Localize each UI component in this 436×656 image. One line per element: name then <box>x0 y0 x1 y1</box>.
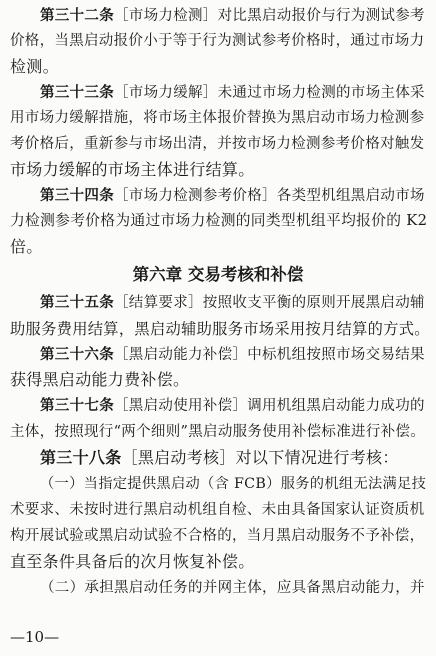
text-span: ［黑启动使用补偿］调用机组黑启动能力成功的 <box>114 398 425 414</box>
text-line: （一）当指定提供黑启动（含 FCB）服务的机组无法满足技 <box>40 476 427 492</box>
article-number: 第三十七条 <box>40 397 114 414</box>
chapter-heading: 第六章 交易考核和补偿 <box>132 265 304 284</box>
text-span: ［市场力检测］对比黑启动报价与行为测试参考 <box>114 8 425 24</box>
article-35-line-1 <box>40 293 425 313</box>
text-span: ［黑启动能力补偿］中标机组按照市场交易结果 <box>114 347 425 363</box>
text-line: 助服务费用结算，黑启动辅助服务市场采用按月结算的方式。 <box>10 320 430 338</box>
text-span: ［结算要求］按照收支平衡的原则开展黑启动辅 <box>114 295 425 311</box>
article-38-line-1 <box>40 448 399 468</box>
text-line: 直至条件具备后的次月恢复补偿。 <box>10 552 255 571</box>
text-line: 价格，当黑启动报价小于等于行为测试参考价格时，通过市场力 <box>10 33 425 49</box>
article-36-line-1 <box>40 345 425 365</box>
text-span: ［市场力缓解］未通过市场力检测的市场主体采 <box>114 85 425 101</box>
article-32-line-1 <box>40 6 425 26</box>
article-number: 第三十六条 <box>40 346 114 363</box>
text-line: 力检测参考价格为通过市场力检测的同类型机组平均报价的 K2 <box>10 212 428 229</box>
page-number: —10— <box>10 628 60 646</box>
text-line: 用市场力缓解措施，将市场主体报价替换为黑启动市场力检测参 <box>10 110 425 126</box>
article-34-line-1 <box>40 186 425 206</box>
article-number: 第三十四条 <box>40 187 114 204</box>
article-37-line-1 <box>40 396 425 416</box>
text-line: （二）承担黑启动任务的并网主体，应具备黑启动能力，并 <box>40 580 425 596</box>
text-line: 倍。 <box>10 237 43 256</box>
text-line: 术要求、未按时进行黑启动机组自检、未由具备国家认证资质机 <box>10 502 425 518</box>
text-line: 考价格后，重新参与市场出清，并按市场力检测参考价格对触发 <box>10 136 425 152</box>
text-span: ［黑启动考核］对以下情况进行考核： <box>121 448 399 467</box>
article-number: 第三十二条 <box>40 7 114 24</box>
text-line: 检测。 <box>10 57 59 76</box>
article-number: 第三十五条 <box>40 294 114 311</box>
text-span: ［市场力检测参考价格］各类型机组黑启动市场 <box>114 188 425 204</box>
article-number: 第三十八条 <box>40 448 122 467</box>
article-number: 第三十三条 <box>40 84 114 101</box>
text-line: 市场力缓解的市场主体进行结算。 <box>10 160 255 179</box>
text-line: 主体，按照现行“两个细则”黑启动服务使用补偿标准进行补偿。 <box>10 424 426 440</box>
text-line: 构开展试验或黑启动试验不合格的，当月黑启动服务不予补偿， <box>10 528 425 544</box>
article-33-line-1 <box>40 83 425 103</box>
text-line: 获得黑启动能力费补偿。 <box>10 370 190 389</box>
